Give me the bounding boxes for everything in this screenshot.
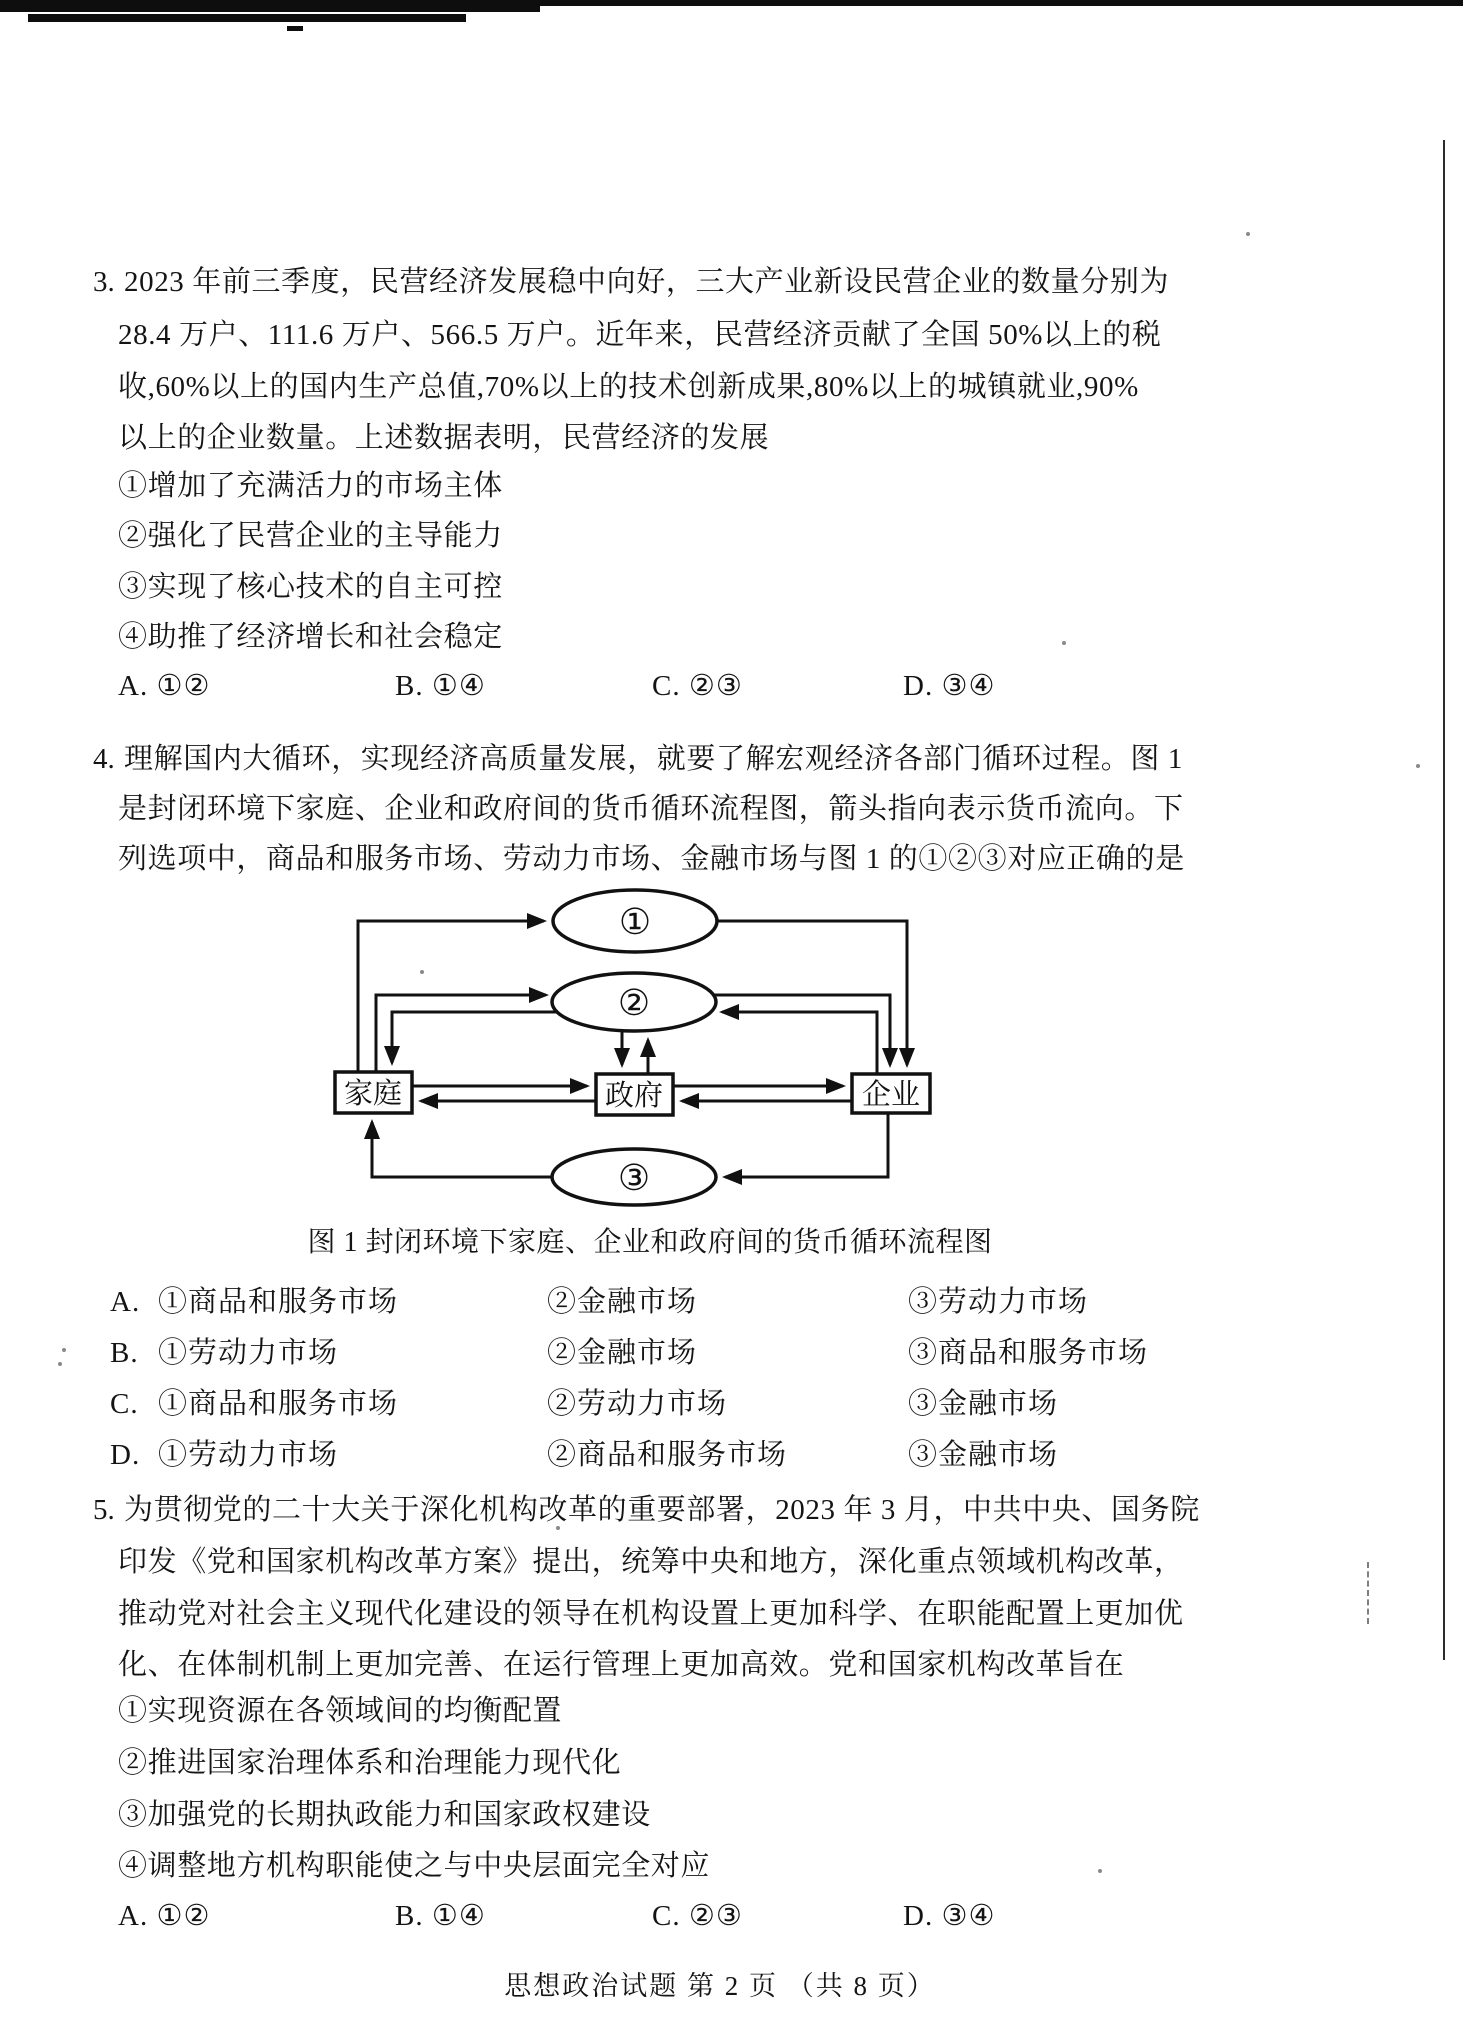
question-4-option-c-label: C. (110, 1388, 139, 1420)
question-5-option-a: A. ①② (118, 1900, 211, 1932)
question-5-option-c: C. ②③ (652, 1900, 743, 1932)
question-3-line: 2023 年前三季度，民营经济发展稳中向好，三大产业新设民营企业的数量分别为 (124, 266, 1170, 298)
question-3-line: 28.4 万户、111.6 万户、566.5 万户。近年来，民营经济贡献了全国 50%以上的税 (118, 319, 1162, 351)
scan-speck (58, 1362, 62, 1366)
question-4-option-a-item2: ②金融市场 (547, 1286, 698, 1318)
question-4-option-a-item3: ③劳动力市场 (908, 1286, 1089, 1318)
flow-market2-to-enterprise (714, 995, 890, 1065)
scan-speck (1246, 232, 1250, 236)
scan-artifact-top-band-left (0, 4, 540, 12)
question-5-line: 为贯彻党的二十大关于深化机构改革的重要部署，2023 年 3 月，中共中央、国务院 (124, 1494, 1200, 1526)
question-4-line: 列选项中，商品和服务市场、劳动力市场、金融市场与图 1 的①②③对应正确的是 (118, 843, 1185, 875)
question-4-line: 是封闭环境下家庭、企业和政府间的货币循环流程图，箭头指向表示货币流向。下 (118, 793, 1184, 825)
scan-speck (62, 1348, 66, 1352)
question-4-option-c-item2: ②劳动力市场 (547, 1388, 728, 1420)
market-ellipse-2-label: ② (617, 983, 651, 1023)
flow-household-to-market2 (376, 995, 546, 1072)
question-4-option-d-label: D. (110, 1439, 141, 1471)
question-4-option-c-item1: ①商品和服务市场 (158, 1388, 399, 1420)
question-4-option-a-item1: ①商品和服务市场 (158, 1286, 399, 1318)
question-5-statement: ③加强党的长期执政能力和国家政权建设 (118, 1799, 651, 1831)
market-ellipse-3-label: ③ (617, 1158, 651, 1198)
money-circulation-diagram (315, 878, 955, 1218)
question-3-option-b: B. ①④ (395, 670, 486, 702)
question-5-option-b: B. ①④ (395, 1900, 486, 1932)
question-3-statement: ②强化了民营企业的主导能力 (118, 520, 503, 552)
scan-speck (1062, 641, 1066, 645)
question-3-option-c: C. ②③ (652, 670, 743, 702)
question-4-option-b-item3: ③商品和服务市场 (908, 1337, 1149, 1369)
household-box-label: 家庭 (343, 1078, 403, 1110)
question-5-line: 推动党对社会主义现代化建设的领导在机构设置上更加科学、在职能配置上更加优 (118, 1598, 1184, 1630)
question-3-line: 以上的企业数量。上述数据表明，民营经济的发展 (118, 422, 770, 454)
question-3-number: 3. (93, 266, 115, 298)
flow-enterprise-to-market3 (725, 1113, 888, 1177)
scan-speck (1098, 1869, 1102, 1873)
question-3-option-d: D. ③④ (903, 670, 996, 702)
question-5-statement: ④调整地方机构职能使之与中央层面完全对应 (118, 1850, 711, 1882)
question-4-option-c-item3: ③金融市场 (908, 1388, 1059, 1420)
scan-artifact-dashed-line (1367, 1562, 1369, 1624)
scan-artifact-top-tick (287, 26, 303, 31)
question-4-option-b-label: B. (110, 1337, 139, 1369)
question-4-option-b-item2: ②金融市场 (547, 1337, 698, 1369)
scan-speck (1416, 764, 1420, 768)
flow-market2-to-household (392, 1012, 556, 1063)
question-4-option-a-label: A. (110, 1286, 141, 1318)
question-3-option-a: A. ①② (118, 670, 211, 702)
flow-market3-to-household (372, 1122, 552, 1177)
figure-1-caption: 图 1 封闭环境下家庭、企业和政府间的货币循环流程图 (307, 1227, 993, 1258)
question-3-statement: ①增加了充满活力的市场主体 (118, 470, 503, 502)
scan-artifact-top-streak (28, 14, 466, 22)
government-box-label: 政府 (604, 1080, 664, 1112)
page-footer: 思想政治试题 第 2 页 （共 8 页） (504, 1971, 936, 2001)
question-4-option-b-item1: ①劳动力市场 (158, 1337, 339, 1369)
question-5-line: 印发《党和国家机构改革方案》提出，统筹中央和地方，深化重点领域机构改革， (118, 1546, 1184, 1578)
question-5-statement: ①实现资源在各领域间的均衡配置 (118, 1695, 563, 1727)
question-4-option-d-item3: ③金融市场 (908, 1439, 1059, 1471)
question-5-number: 5. (93, 1494, 115, 1526)
question-4-line: 理解国内大循环，实现经济高质量发展，就要了解宏观经济各部门循环过程。图 1 (124, 743, 1183, 775)
question-5-option-d: D. ③④ (903, 1900, 996, 1932)
flow-enterprise-to-market2 (722, 1012, 877, 1074)
question-4-option-d-item1: ①劳动力市场 (158, 1439, 339, 1471)
question-5-statement: ②推进国家治理体系和治理能力现代化 (118, 1747, 622, 1779)
question-3-line: 收,60%以上的国内生产总值,70%以上的技术创新成果,80%以上的城镇就业,90% (118, 371, 1139, 403)
scan-artifact-right-line (1443, 140, 1445, 1660)
enterprise-box-label: 企业 (861, 1079, 921, 1111)
market-ellipse-1-label: ① (618, 902, 652, 942)
question-3-statement: ④助推了经济增长和社会稳定 (118, 621, 503, 653)
question-4-number: 4. (93, 743, 115, 775)
question-5-line: 化、在体制机制上更加完善、在运行管理上更加高效。党和国家机构改革旨在 (118, 1649, 1125, 1681)
question-3-statement: ③实现了核心技术的自主可控 (118, 571, 503, 603)
question-4-option-d-item2: ②商品和服务市场 (547, 1439, 788, 1471)
